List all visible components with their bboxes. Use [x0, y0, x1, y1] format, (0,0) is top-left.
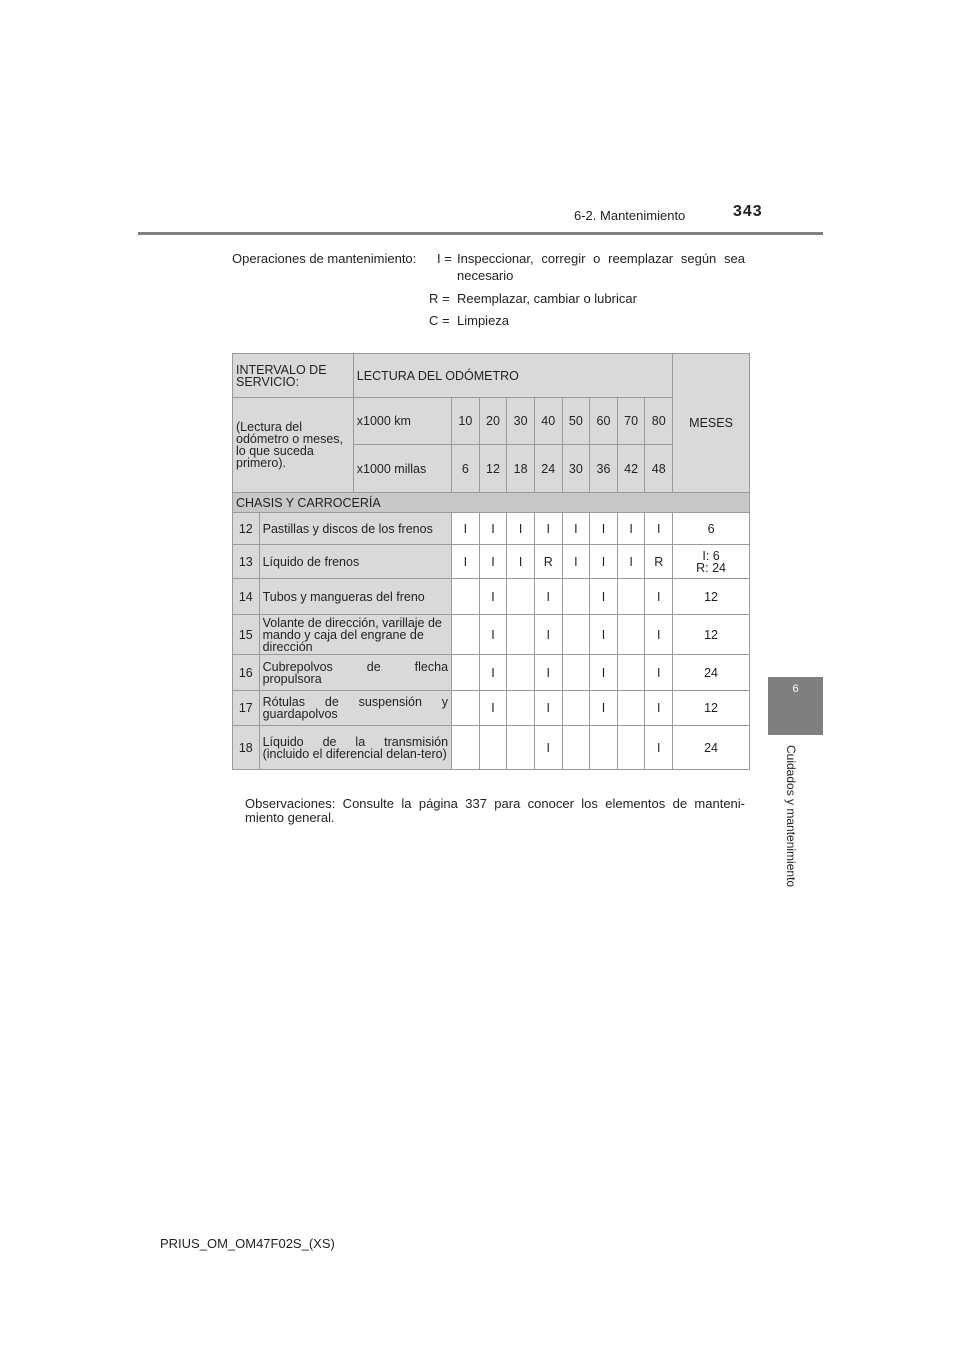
row-cell: I: [645, 655, 673, 691]
table-row: [233, 615, 750, 655]
row-cell: I: [534, 513, 562, 545]
miles-value: 36: [590, 445, 618, 493]
row-cell: [452, 615, 480, 655]
km-value: 30: [507, 398, 535, 445]
row-cell: [452, 726, 480, 770]
legend-key-r: [429, 291, 450, 306]
row-cell: [507, 655, 535, 691]
row-cell: I: [479, 545, 507, 579]
row-months-value: 24: [704, 665, 718, 680]
header-rule: [138, 232, 823, 235]
row-cell: I: [534, 615, 562, 655]
legend-caption: Operaciones de mantenimiento:: [232, 251, 417, 266]
row-cell: R: [645, 545, 673, 579]
row-cell: [452, 655, 480, 691]
row-months-value: 24: [704, 740, 718, 755]
row-cell: I: [645, 615, 673, 655]
row-cell: [617, 615, 645, 655]
page-number: 343: [733, 203, 763, 220]
row-cell: I: [645, 691, 673, 726]
row-number: 16: [233, 655, 260, 691]
legend-text-i: Inspeccionar, corregir o reemplazar según sea: [457, 251, 745, 266]
section-title: 6-2. Mantenimiento: [574, 208, 686, 223]
row-cell: I: [534, 655, 562, 691]
section-label: CHASIS Y CARROCERÍA: [233, 493, 750, 513]
legend-key-c: [429, 313, 450, 328]
row-cell: I: [452, 545, 480, 579]
legend-key-r-letter: R: [429, 291, 439, 306]
row-months: [673, 513, 750, 545]
row-cell: I: [645, 513, 673, 545]
row-months-value: I: 6: [702, 548, 720, 563]
table-row: [233, 545, 750, 579]
row-cell: [562, 579, 590, 615]
row-cell: I: [617, 545, 645, 579]
row-cell: [562, 655, 590, 691]
chapter-tab: [768, 677, 823, 735]
maintenance-table: [232, 353, 750, 770]
row-months-value: 12: [704, 627, 718, 642]
row-months: [673, 615, 750, 655]
km-value: 20: [479, 398, 507, 445]
row-cell: R: [534, 545, 562, 579]
miles-value: 24: [534, 445, 562, 493]
row-months: [673, 545, 750, 579]
table-row: [233, 579, 750, 615]
row-cell: [617, 726, 645, 770]
row-cell: I: [590, 513, 618, 545]
row-cell: I: [562, 513, 590, 545]
row-item: Rótulas de suspensión y guardapolvos: [259, 691, 451, 726]
legend-eq-i: =: [444, 251, 452, 266]
row-cell: I: [479, 655, 507, 691]
row-cell: [507, 726, 535, 770]
legend-eq-r: =: [442, 291, 450, 306]
row-number: 13: [233, 545, 260, 579]
row-cell: [452, 579, 480, 615]
legend-text-c: Limpieza: [457, 313, 510, 328]
row-cell: I: [452, 513, 480, 545]
row-cell: [507, 691, 535, 726]
row-cell: I: [645, 579, 673, 615]
row-cell: [617, 691, 645, 726]
row-months-value: 12: [704, 589, 718, 604]
miles-value: 18: [507, 445, 535, 493]
row-cell: [507, 579, 535, 615]
legend-text-r: Reemplazar, cambiar o lubricar: [457, 291, 637, 306]
row-number: 17: [233, 691, 260, 726]
row-cell: I: [479, 691, 507, 726]
table-row: [233, 726, 750, 770]
row-cell: [507, 615, 535, 655]
legend-key-c-letter: C: [429, 313, 439, 328]
row-months: [673, 726, 750, 770]
row-item: Tubos y mangueras del freno: [259, 579, 451, 615]
miles-value: 48: [645, 445, 673, 493]
row-cell: I: [534, 726, 562, 770]
row-number: 18: [233, 726, 260, 770]
miles-value: 30: [562, 445, 590, 493]
months-label: MESES: [673, 354, 750, 493]
row-cell: I: [479, 579, 507, 615]
footer-doc-id: PRIUS_OM_OM47F02S_(XS): [160, 1236, 335, 1251]
row-cell: [479, 726, 507, 770]
km-value: 50: [562, 398, 590, 445]
row-item: Volante de dirección, varillaje de mando y caja del engrane de dirección: [259, 615, 451, 655]
chapter-title: Cuidados y mantenimiento: [784, 745, 798, 888]
km-value: 10: [452, 398, 480, 445]
row-months: [673, 579, 750, 615]
row-cell: I: [534, 579, 562, 615]
miles-value: 6: [452, 445, 480, 493]
row-cell: [562, 691, 590, 726]
row-cell: [452, 691, 480, 726]
legend-eq-c: =: [442, 313, 450, 328]
row-months-value-2: R: 24: [696, 560, 726, 575]
km-value: 40: [534, 398, 562, 445]
miles-label: x1000 millas: [353, 445, 451, 493]
row-cell: [617, 655, 645, 691]
interval-label: INTERVALO DE SERVICIO:: [233, 354, 354, 398]
row-cell: I: [507, 513, 535, 545]
row-number: 15: [233, 615, 260, 655]
row-cell: I: [617, 513, 645, 545]
notes: Observaciones: Consulte la página 337 para conocer los elementos de manteni-miento general.: [245, 796, 745, 825]
row-cell: I: [590, 545, 618, 579]
chapter-tab-number: 6: [792, 683, 799, 695]
row-cell: I: [479, 513, 507, 545]
row-item: Cubrepolvos de flecha propulsora: [259, 655, 451, 691]
km-value: 70: [617, 398, 645, 445]
row-item: Líquido de frenos: [259, 545, 451, 579]
row-cell: I: [479, 615, 507, 655]
row-cell: [590, 726, 618, 770]
table-row: [233, 655, 750, 691]
row-months-value: 6: [707, 521, 715, 536]
row-number: 12: [233, 513, 260, 545]
legend-text-i-cont: necesario: [457, 268, 514, 283]
row-cell: I: [590, 655, 618, 691]
row-cell: I: [590, 615, 618, 655]
row-months: [673, 691, 750, 726]
km-value: 80: [645, 398, 673, 445]
row-cell: I: [590, 579, 618, 615]
row-item: Pastillas y discos de los frenos: [259, 513, 451, 545]
row-cell: [617, 579, 645, 615]
row-cell: I: [507, 545, 535, 579]
row-months-value: 12: [704, 701, 718, 715]
row-number: 14: [233, 579, 260, 615]
km-label: x1000 km: [353, 398, 451, 445]
row-item: Líquido de la transmisión (incluido el diferencial delan-tero): [259, 726, 451, 770]
row-cell: I: [562, 545, 590, 579]
row-cell: [562, 726, 590, 770]
interval-note: (Lectura del odómetro o meses, lo que suceda primero).: [233, 398, 354, 493]
table-row: [233, 691, 750, 726]
table-row: [233, 513, 750, 545]
row-cell: I: [645, 726, 673, 770]
row-cell: I: [590, 691, 618, 726]
miles-value: 42: [617, 445, 645, 493]
legend-key-i: I: [437, 251, 441, 266]
odometer-label: LECTURA DEL ODÓMETRO: [353, 354, 672, 398]
row-cell: I: [534, 691, 562, 726]
km-value: 60: [590, 398, 618, 445]
row-months: [673, 655, 750, 691]
miles-value: 12: [479, 445, 507, 493]
row-cell: [562, 615, 590, 655]
